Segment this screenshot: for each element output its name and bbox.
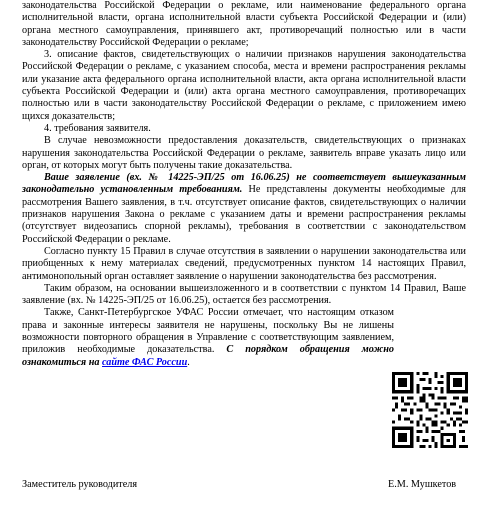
signer-position: Заместитель руководителя: [22, 479, 138, 490]
paragraph-8-text: Также, Санкт-Петербургское УФАС России отмечает, что настоящим отказом права и законные интересы заявителя не нарушены, поскольку Вы не лишены возможности повторного обращения в Управление с соответствующим заявлением, приложив необходимые доказательства.: [22, 307, 394, 356]
paragraph-5-rest: Не представлены документы необходимые для рассмотрения Вашего заявления, в т.ч. отсутствует описание фактов, свидетельствующих о наличии признаков нарушения Закона о рекламе с указанием даты и времени распространения рекламы (отсутствует видеозапись спорной рекламы), требования в соответствии с законодательством Российской Федерации о рекламе.: [22, 184, 466, 245]
paragraph-8-end: .: [187, 356, 190, 368]
qr-code-icon[interactable]: [392, 372, 468, 448]
signer-name: Е.М. Мушкетов: [388, 479, 457, 490]
fas-site-link[interactable]: сайте ФАС России: [102, 356, 188, 368]
letter-body: [22, 0, 466, 369]
paragraph-4: В случае невозможности предоставления доказательств, свидетельствующих о признаках нарушения законодательства Российской Федерации о рекламе, заявитель вправе указать лицо или орган, от которых могут быть получены такие доказательства.: [22, 135, 466, 171]
paragraph-2: 3. описание фактов, свидетельствующих о наличии признаков нарушения законодательства Российской Федерации о рекламе, с указанием способа, места и времени распространения рекламы или указание акта федерального органа исполнительной власти, акта органа исполнительной власти субъекта Российской Федерации и (или) акта органа местного самоуправления, противоречащих полностью или в части законодательству Российской Федерации о рекламе, с приложением имею щихся доказательств;: [22, 49, 466, 122]
paragraph-5: [22, 172, 466, 246]
paragraph-5-bold: Ваше заявление (вх. № 14225-ЭП/25 от 16.06.25) не соответствует вышеуказанным законодательно установленным требованиям.: [22, 172, 466, 196]
paragraph-1: законодательства Российской Федерации о рекламе, или наименование федерального органа исполнительной власти, органа исполнительной власти субъекта Российской Федерации и (или) органа местного самоуправления, принявшего акт, противоречащий полностью или в части законодательству Российской Федерации о рекламе;: [22, 0, 466, 48]
paragraph-7: Таким образом, на основании вышеизложенного и в соответствии с пунктом 14 Правил, Ваше заявление (вх. № 14225-ЭП/25 от 16.06.25), остается без рассмотрения.: [22, 282, 466, 307]
paragraph-8-bold: С порядком обращения можно ознакомиться на: [22, 344, 394, 368]
paragraph-8: [22, 307, 394, 368]
paragraph-6: Согласно пункту 15 Правил в случае отсутствия в заявлении о нарушении законодательства или приобщенных к нему материалах сведений, предусмотренных пунктом 14 настоящих Правил, антимонопольный орган оставляет заявление о нарушении законодательства без рассмотрения.: [22, 245, 466, 282]
paragraph-3: 4. требования заявителя.: [44, 122, 151, 134]
